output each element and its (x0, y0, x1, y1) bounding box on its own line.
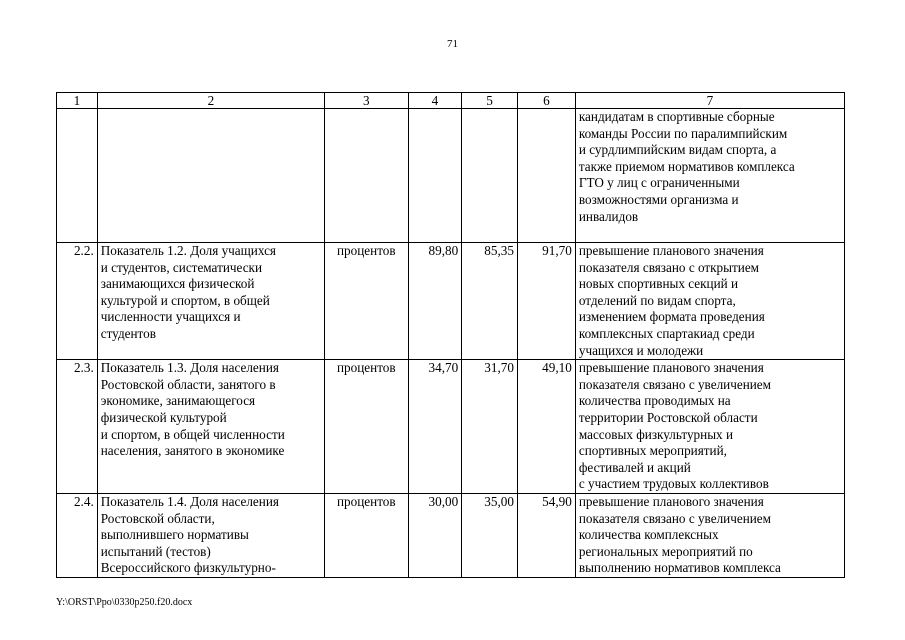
name-line: Показатель 1.3. Доля населения (100, 360, 279, 376)
value-cell-col6: 49,10 (517, 360, 575, 494)
row-number-cell: 2.3. (57, 360, 98, 494)
name-line: испытаний (тестов) (100, 543, 211, 559)
row-number-cell: 2.2. (57, 243, 98, 360)
unit-cell: процентов (325, 243, 409, 360)
page-number: 71 (447, 38, 458, 50)
note-line: количества проводимых на (578, 393, 731, 409)
header-row (57, 93, 845, 109)
note-line: превышение планового значения (578, 243, 764, 258)
note-line: и сурдлимпийским видам спорта, а (578, 142, 777, 158)
table-row (57, 493, 845, 577)
note-line: территории Ростовской области (578, 409, 758, 425)
name-line: экономике, занимающегося (100, 393, 256, 409)
value-cell-col4: 89,80 (408, 243, 462, 360)
header-cell-6: 6 (517, 93, 575, 109)
note-line: комплексных спартакиад среди (578, 325, 755, 341)
note-line: фестивалей и акций (578, 459, 691, 475)
note-cell (575, 109, 844, 243)
value-cell-col5: 85,35 (462, 243, 518, 360)
note-line: кандидатам в спортивные сборные (578, 109, 775, 124)
value-cell-col6: 54,90 (517, 493, 575, 577)
note-line: изменением формата проведения (578, 309, 765, 325)
note-cell (575, 243, 844, 360)
name-line: и спортом, в общей численности (100, 426, 285, 442)
note-line: новых спортивных секций и (578, 276, 739, 292)
note-line: количества комплексных (578, 527, 719, 543)
unit-cell: процентов (325, 493, 409, 577)
indicator-name-cell (97, 360, 324, 494)
value-cell-col4: 30,00 (408, 493, 462, 577)
value-cell-col5: 31,70 (462, 360, 518, 494)
name-line: выполнившего нормативы (100, 527, 249, 543)
header-cell-5: 5 (462, 93, 518, 109)
note-line: показателя связано с открытием (578, 259, 760, 275)
footer-file-path: Y:\ORST\Ppo\0330p250.f20.docx (56, 597, 193, 608)
header-cell-7: 7 (575, 93, 844, 109)
note-line: ГТО у лиц с ограниченными (578, 175, 740, 191)
note-line: спортивных мероприятий, (578, 443, 727, 459)
name-line: численности учащихся и (100, 309, 241, 325)
note-line: отделений по видам спорта, (578, 292, 736, 308)
name-line: занимающихся физической (100, 276, 255, 292)
header-cell-4: 4 (408, 93, 462, 109)
indicator-name-cell (97, 243, 324, 360)
note-line: с участием трудовых коллективов (578, 476, 769, 492)
unit-cell: процентов (325, 360, 409, 494)
value-cell-col4: 34,70 (408, 360, 462, 494)
row-number-cell: 2.4. (57, 493, 98, 577)
note-line: команды России по паралимпийским (578, 125, 788, 141)
note-line: выполнению нормативов комплекса (578, 560, 781, 576)
name-line: физической культурой (100, 409, 227, 425)
value-cell-col5: 35,00 (462, 493, 518, 577)
name-line: Всероссийского физкультурно- (100, 560, 276, 576)
note-line: показателя связано с увеличением (578, 376, 772, 392)
name-line: Показатель 1.2. Доля учащихся (100, 243, 277, 258)
name-line: Показатель 1.4. Доля населения (100, 493, 279, 509)
note-line: превышение планового значения (578, 493, 764, 509)
name-line: культурой и спортом, в общей (100, 292, 270, 308)
unit-cell (325, 109, 409, 243)
note-line: учащихся и молодежи (578, 342, 704, 358)
table-row (57, 360, 845, 494)
note-line: инвалидов (578, 208, 639, 224)
name-line: студентов (100, 325, 156, 341)
note-line: также приемом нормативов комплекса (578, 158, 795, 174)
indicator-name-cell (97, 493, 324, 577)
note-cell (575, 360, 844, 494)
header-cell-1: 1 (57, 93, 98, 109)
name-line: населения, занятого в экономике (100, 443, 285, 459)
note-line: возможностями организма и (578, 191, 739, 207)
note-line: показателя связано с увеличением (578, 510, 772, 526)
note-line: превышение планового значения (578, 360, 764, 376)
results-table (56, 92, 845, 578)
header-cell-2: 2 (97, 93, 324, 109)
value-cell-col4 (408, 109, 462, 243)
note-line: массовых физкультурных и (578, 426, 734, 442)
table-row (57, 243, 845, 360)
indicator-name-cell (97, 109, 324, 243)
header-cell-3: 3 (325, 93, 409, 109)
name-line: Ростовской области, (100, 510, 215, 526)
value-cell-col5 (462, 109, 518, 243)
note-line: региональных мероприятий по (578, 543, 753, 559)
value-cell-col6 (517, 109, 575, 243)
name-line: Ростовской области, занятого в (100, 376, 276, 392)
note-cell (575, 493, 844, 577)
table-row (57, 109, 845, 243)
row-number-cell (57, 109, 98, 243)
value-cell-col6: 91,70 (517, 243, 575, 360)
name-line: и студентов, систематически (100, 259, 263, 275)
